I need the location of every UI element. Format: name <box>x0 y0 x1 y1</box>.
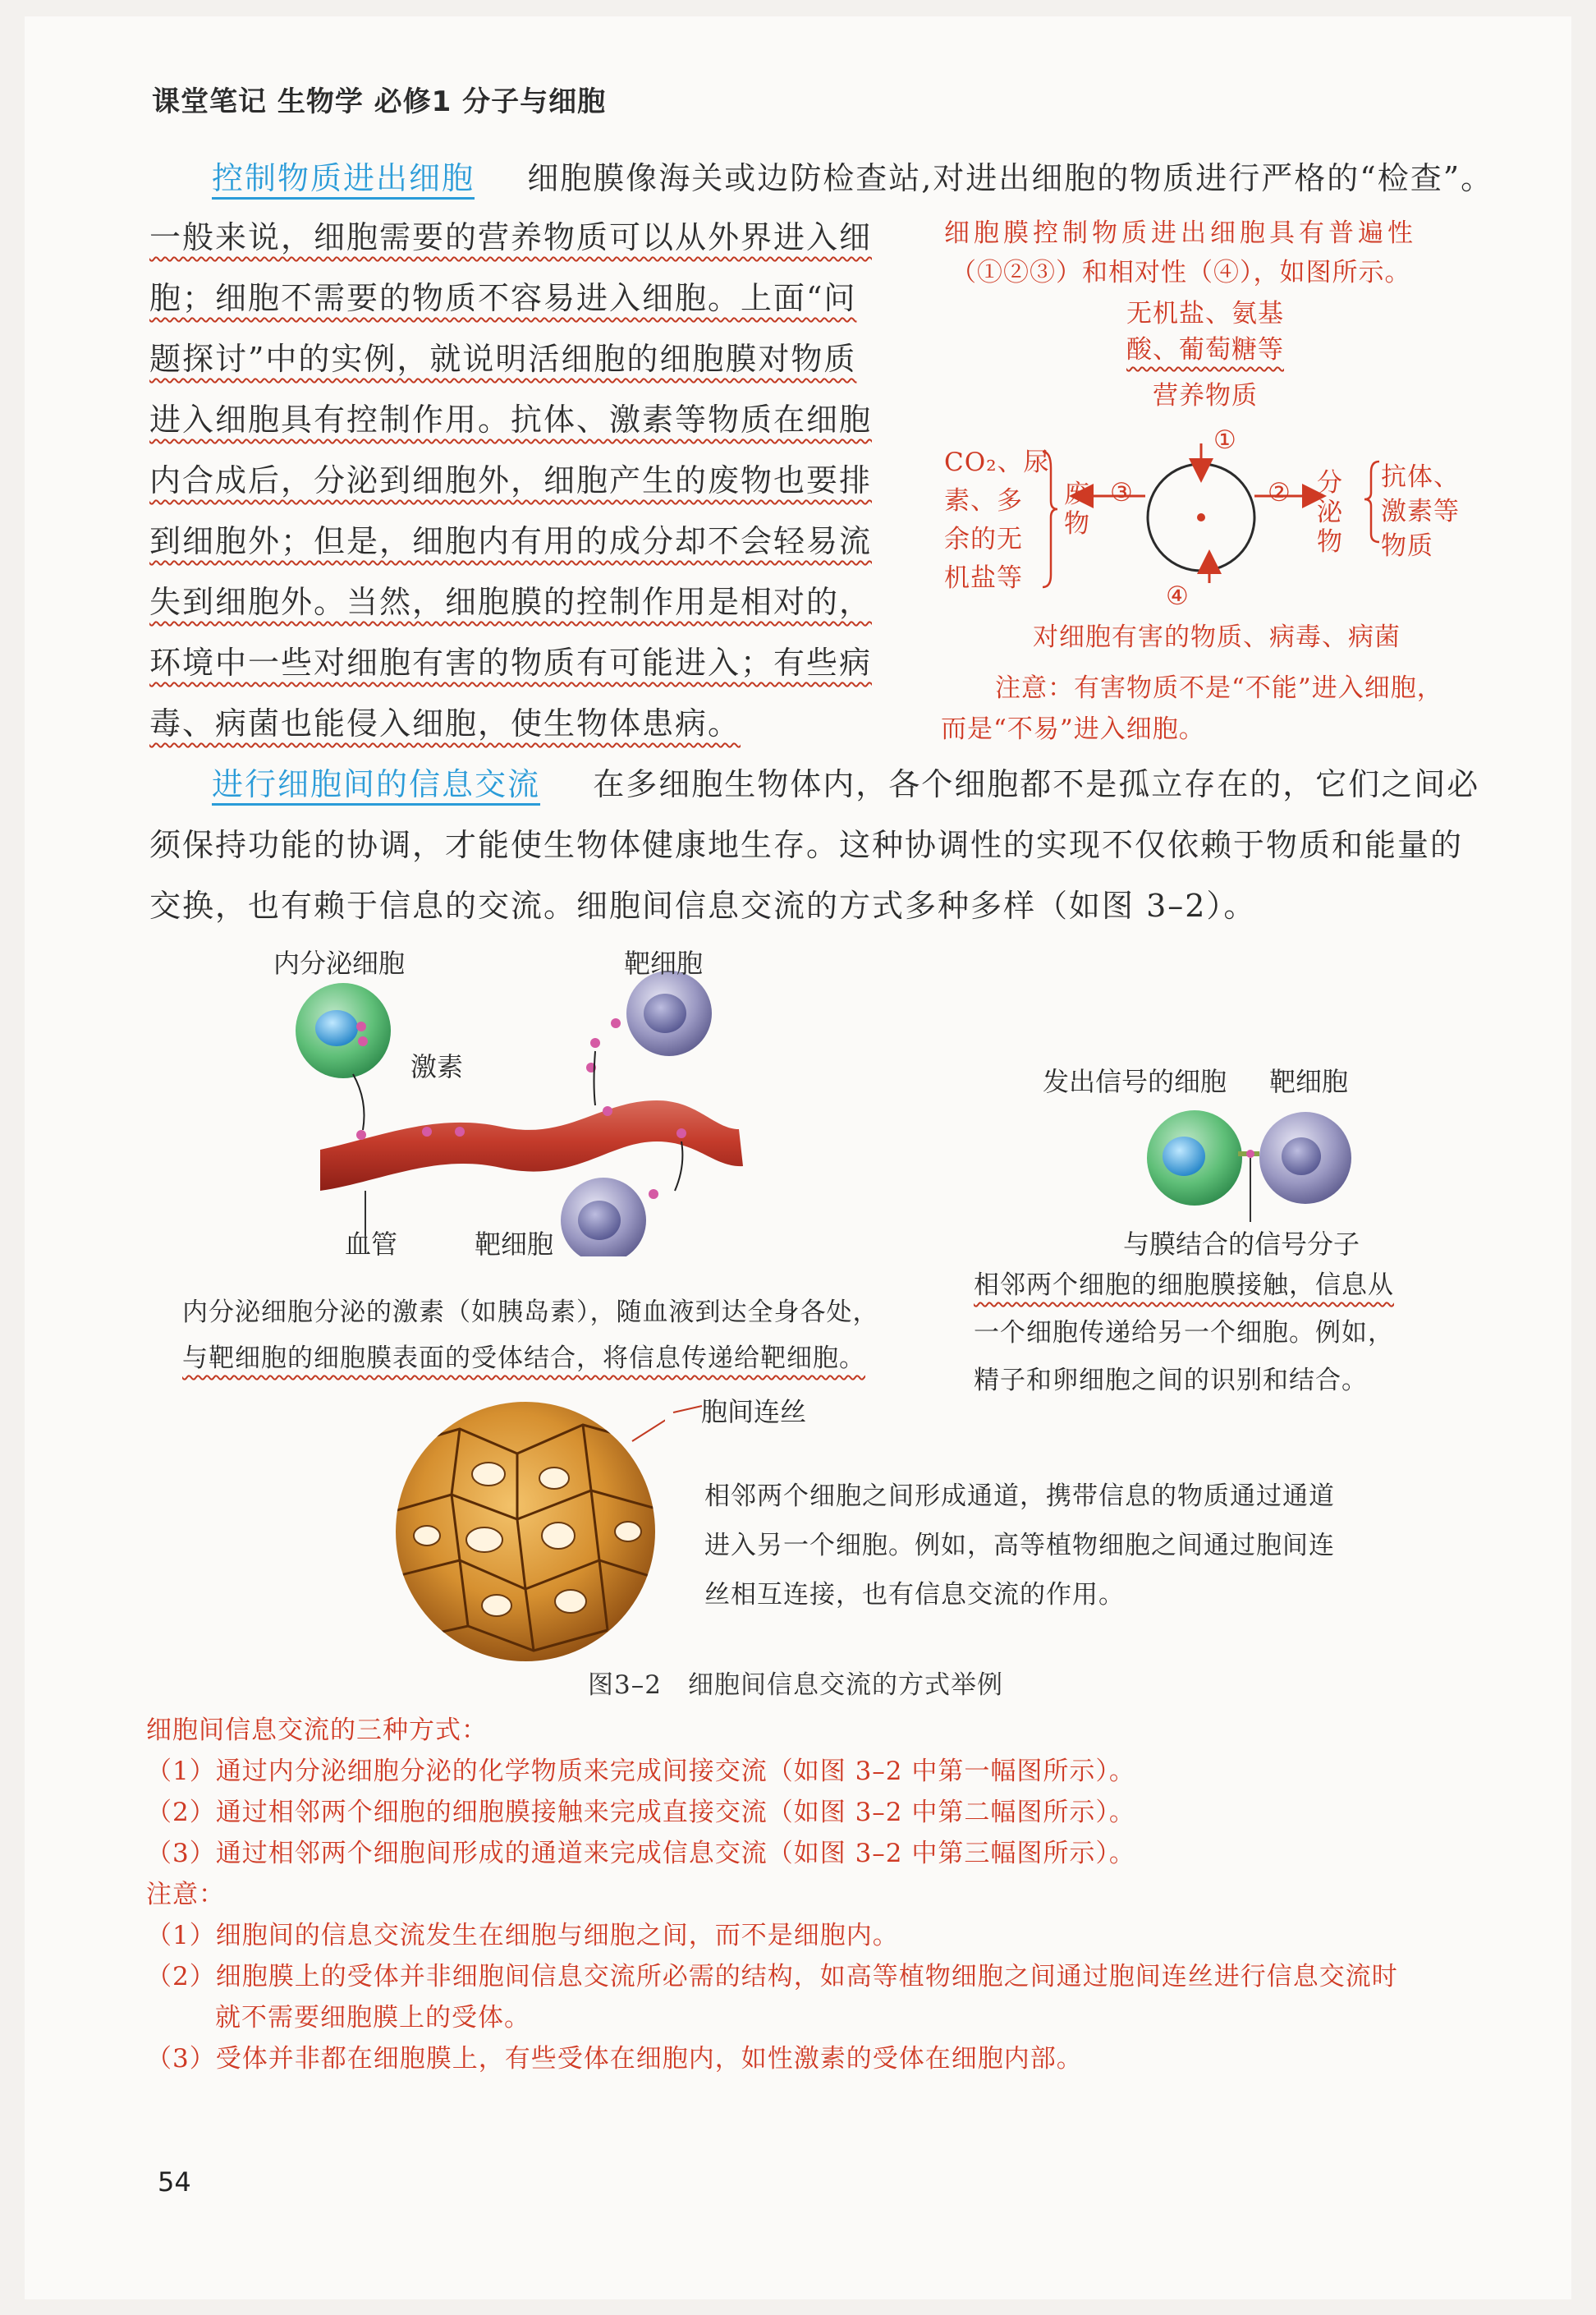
endocrine-nucleus <box>315 1010 358 1046</box>
caption-line: 与靶细胞的细胞膜表面的受体结合，将信息传递给靶细胞。 <box>182 1344 865 1373</box>
caption-line: 相邻两个细胞之间形成通道，携带信息的物质通过通道 <box>704 1481 1335 1511</box>
circle-num-1: ① <box>1213 425 1237 455</box>
section1-intro: 细胞膜像海关或边防检查站,对进出细胞的物质进行严格的“检查”。 <box>527 160 1494 196</box>
caption-contact <box>974 1261 1394 1404</box>
caption-line: 进入另一个细胞。例如，高等植物细胞之间通过胞间连 <box>704 1531 1335 1560</box>
signal-receptor <box>1246 1150 1254 1158</box>
hormone-dot <box>676 1128 686 1138</box>
target-nucleus <box>644 994 686 1033</box>
notes-caution: （3）受体并非都在细胞膜上，有些受体在细胞内，如性激素的受体在细胞内部。 <box>146 2044 1083 2074</box>
waste-item: 素、多 <box>944 486 1023 516</box>
hormone-path <box>675 1141 682 1191</box>
target-nucleus <box>578 1201 621 1240</box>
section1-first-line <box>212 148 1493 209</box>
notes-caution: 就不需要细胞膜上的受体。 <box>215 2003 530 2033</box>
section1-line: 胞；细胞不需要的物质不容易进入细胞。上面“问 <box>149 280 857 316</box>
caption-plasmodesmata <box>704 1472 1335 1619</box>
page-number: 54 <box>158 2166 191 2198</box>
section1-line: 内合成后，分泌到细胞外，细胞产生的废物也要排 <box>149 462 873 498</box>
figure-caption: 图3–2 细胞间信息交流的方式举例 <box>588 1670 1003 1700</box>
caption-line: 内分泌细胞分泌的激素（如胰岛素），随血液到达全身各处， <box>182 1298 879 1327</box>
hormone-dot <box>356 1022 366 1031</box>
waste-item: 余的无 <box>944 525 1023 554</box>
hormone-dot <box>358 1036 368 1046</box>
label-membrane-signal: 与膜结合的信号分子 <box>1123 1229 1360 1260</box>
running-header: 课堂笔记 生物学 必修1 分子与细胞 <box>152 85 607 118</box>
notes-way: （2）通过相邻两个细胞的细胞膜接触来完成直接交流（如图 3–2 中第二幅图所示）。 <box>146 1798 1135 1827</box>
section1-line: 一般来说，细胞需要的营养物质可以从外界进入细 <box>149 219 873 255</box>
hormone-dot <box>356 1130 366 1140</box>
nutrients-line1: 无机盐、氨基 <box>1126 299 1284 328</box>
exchange-notes <box>146 1710 1398 2079</box>
hormone-path <box>594 1051 596 1105</box>
label-target-cell-right: 靶细胞 <box>1269 1066 1349 1097</box>
notes-heading: 细胞间信息交流的三种方式： <box>146 1716 488 1745</box>
caption-line: 精子和卵细胞之间的识别和结合。 <box>974 1366 1368 1395</box>
waste-item: 机盐等 <box>944 563 1023 593</box>
section1-line: 题探讨”中的实例，就说明活细胞的细胞膜对物质 <box>149 341 857 377</box>
secretion-item: 抗体、 <box>1381 462 1460 492</box>
label-blood-vessel: 血管 <box>345 1229 398 1260</box>
circle-num-3: ③ <box>1110 478 1134 508</box>
notes-way: （3）通过相邻两个细胞间形成的通道来完成信息交流（如图 3–2 中第三幅图所示）。 <box>146 1839 1135 1868</box>
section2-first-line <box>212 754 1479 815</box>
caption-line: 相邻两个细胞的细胞膜接触，信息从 <box>974 1270 1394 1300</box>
label-target-cell-bottom: 靶细胞 <box>475 1229 554 1260</box>
attention-line2: 而是“不易”进入细胞。 <box>941 714 1205 744</box>
notes-attention: 注意： <box>146 1880 225 1909</box>
label-signal-cell: 发出信号的细胞 <box>1043 1066 1227 1097</box>
section1-line: 到细胞外；但是，细胞内有用的成分却不会轻易流 <box>149 523 873 559</box>
caption-line: 丝相互连接，也有信息交流的作用。 <box>704 1580 1125 1610</box>
label-target-cell-top: 靶细胞 <box>624 948 704 979</box>
secretion-item: 物质 <box>1381 531 1433 561</box>
section1-line: 进入细胞具有控制作用。抗体、激素等物质在细胞 <box>149 402 873 438</box>
contact-target-nucleus <box>1282 1137 1321 1175</box>
secretion-brace <box>1364 462 1379 542</box>
hormone-dot <box>590 1038 600 1048</box>
nutrients-line2: 酸、葡萄糖等 <box>1126 335 1284 365</box>
hormone-dot <box>422 1127 432 1137</box>
section1-line: 毒、病菌也能侵入细胞，使生物体患病。 <box>149 705 741 742</box>
notes-caution: （1）细胞间的信息交流发生在细胞与细胞之间，而不是细胞内。 <box>146 1921 899 1950</box>
notes-way: （1）通过内分泌细胞分泌的化学物质来完成间接交流（如图 3–2 中第一幅图所示）。 <box>146 1757 1135 1786</box>
label-endocrine-cell: 内分泌细胞 <box>273 948 406 979</box>
hormone-dot <box>603 1106 612 1116</box>
section2-paragraph <box>149 815 1463 936</box>
section2-title: 进行细胞间的信息交流 <box>212 766 541 802</box>
nutrients-label: 营养物质 <box>1153 381 1258 411</box>
label-hormone: 激素 <box>410 1051 464 1082</box>
secretion-item: 激素等 <box>1381 497 1460 526</box>
hormone-bound <box>649 1189 658 1199</box>
section1-line: 失到细胞外。当然，细胞膜的控制作用是相对的， <box>149 584 873 620</box>
section1-title: 控制物质进出细胞 <box>212 160 475 196</box>
label-plasmodesmata: 胞间连丝 <box>701 1396 807 1427</box>
signal-nucleus <box>1163 1137 1205 1176</box>
notes-caution: （2）细胞膜上的受体并非细胞间信息交流所必需的结构，如高等植物细胞之间通过胞间连丝进行信息交流时 <box>146 1962 1398 1991</box>
plasmodesmata-figure <box>394 1396 665 1667</box>
hormone-dot <box>455 1127 465 1137</box>
pointer-extension <box>657 1396 706 1421</box>
waste-label: 废物 <box>1064 480 1090 539</box>
circle-num-4: ④ <box>1166 581 1190 611</box>
hormone-bound <box>611 1018 621 1028</box>
cell-nucleus-dot <box>1197 513 1205 521</box>
waste-items <box>944 443 1050 598</box>
section2-line: 须保持功能的协调，才能使生物体健康地生存。这种协调性的实现不仅依赖于物质和能量的 <box>149 827 1464 863</box>
caption-endocrine <box>182 1289 879 1381</box>
endocrine-figure <box>271 944 780 1256</box>
secretion-items <box>1381 460 1460 563</box>
waste-item: CO₂、尿 <box>944 448 1050 477</box>
caption-line: 一个细胞传递给另一个细胞。例如， <box>974 1318 1394 1348</box>
hormone-path <box>353 1074 365 1130</box>
section2-intro: 在多细胞生物体内，各个细胞都不是孤立存在的，它们之间必 <box>593 766 1480 802</box>
section1-paragraph <box>149 207 905 754</box>
attention-line1: 注意：有害物质不是“不能”进入细胞， <box>995 673 1443 703</box>
harmful-label: 对细胞有害的物质、病毒、病菌 <box>1033 622 1401 652</box>
side-note-line1: 细胞膜控制物质进出细胞具有普遍性 <box>944 218 1417 248</box>
side-note-line2: （①②③）和相对性（④），如图所示。 <box>951 258 1411 287</box>
section1-line: 环境中一些对细胞有害的物质有可能进入；有些病 <box>149 645 873 681</box>
circle-num-2: ② <box>1268 478 1291 508</box>
secretion-label: 分泌物 <box>1317 468 1343 557</box>
contact-figure <box>1133 1100 1379 1224</box>
section2-line: 交换，也有赖于信息的交流。细胞间信息交流的方式多种多样（如图 3–2）。 <box>149 888 1257 924</box>
